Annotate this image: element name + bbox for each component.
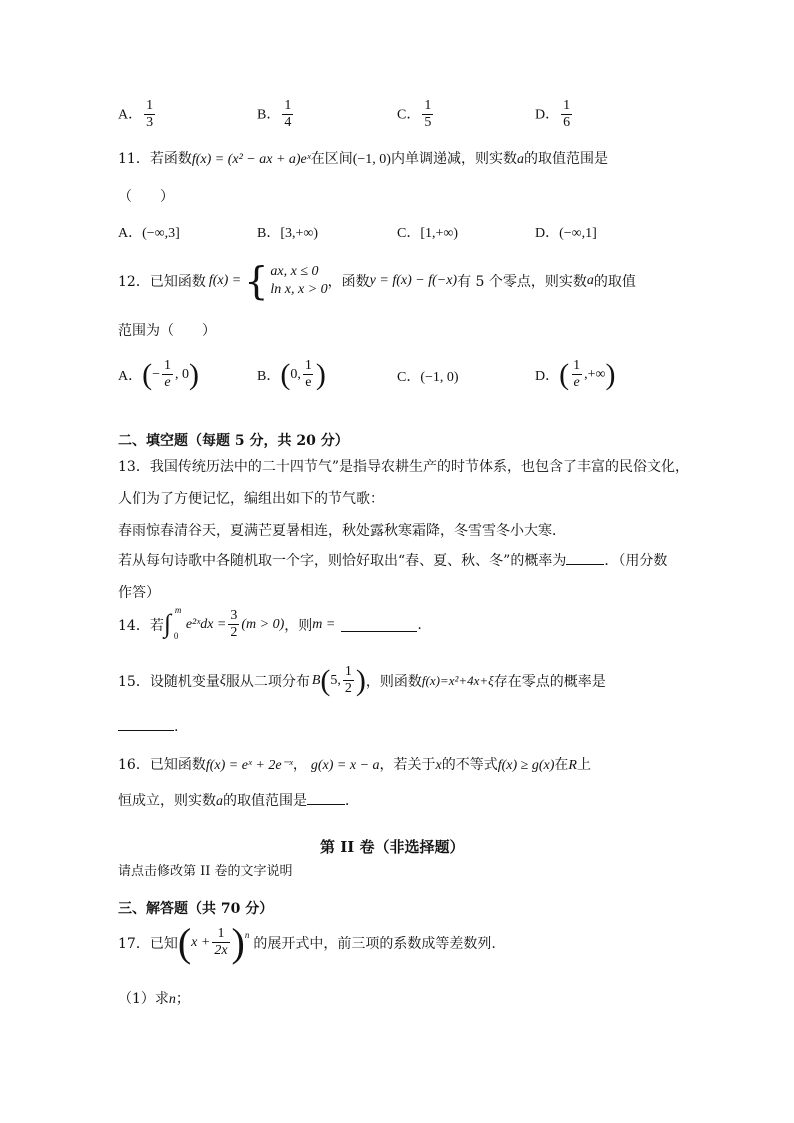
option-label: B．: [257, 107, 281, 123]
numerator: 1: [164, 358, 172, 373]
left-paren: (: [280, 357, 291, 391]
q15-text: ，则函数: [365, 673, 422, 690]
q11-interval: (−1, 0): [352, 152, 391, 167]
q11-prefix: 11．若函数: [118, 151, 192, 167]
case-row: ln x, x > 0: [270, 282, 328, 297]
denominator: 2x: [214, 943, 228, 958]
q15-function: f(x)=x²+4x+ξ: [421, 672, 494, 688]
left-paren: (: [320, 663, 331, 697]
denominator: 2: [230, 625, 238, 640]
right-paren: ): [231, 919, 245, 965]
option-label: B．: [257, 226, 281, 241]
q14-text: ，则: [284, 617, 313, 634]
integral-sign: [163, 604, 186, 641]
q13-text: 若从每句诗歌中各随机取一个字，则恰好取出“春、夏、秋、冬”的概率为: [118, 553, 567, 569]
fraction: [303, 358, 314, 391]
q12-text: 的取值: [593, 274, 636, 290]
q12-text: 有 5 个零点，则实数: [457, 274, 587, 290]
q16-line1: [118, 754, 591, 774]
q11-text: 在区间: [310, 151, 353, 167]
numerator: 1: [304, 358, 312, 373]
q16-inequality: f(x) ≥ g(x): [497, 758, 555, 773]
fraction: [571, 358, 582, 391]
q16-real-set: R: [568, 758, 577, 773]
option-label: B．: [257, 368, 281, 384]
q11-text: 的取值范围是: [523, 151, 608, 167]
denominator: 5: [424, 115, 432, 130]
q16-text: ．: [345, 793, 359, 809]
q16-text: 上: [576, 757, 591, 773]
numerator: 1: [217, 926, 225, 941]
q12-text: ，函数: [327, 274, 370, 290]
q13-text: ．（用分数: [604, 553, 668, 569]
right-paren: ): [189, 357, 200, 391]
piecewise-definition: [244, 259, 328, 303]
left-brace-icon: {: [244, 259, 269, 303]
left-paren: (: [177, 919, 192, 965]
q10-option-b: [257, 98, 295, 131]
q13-line4: [118, 550, 667, 570]
option-value: 0,: [290, 366, 301, 382]
numerator: 1: [573, 358, 581, 373]
q11-stem: [118, 148, 608, 168]
option-value: (−∞,3]: [142, 226, 180, 241]
binomial-n: 5,: [330, 672, 341, 688]
q10-option-c: [397, 98, 435, 131]
q17-prefix: 17．已知: [118, 935, 178, 952]
condition: (m > 0): [241, 616, 285, 632]
numerator: 1: [424, 98, 432, 113]
numerator: 3: [230, 608, 238, 623]
q16-function-f: f(x) = eˣ + 2e⁻ˣ: [205, 758, 293, 773]
option-label: C．: [397, 370, 421, 385]
q11-option-d: [535, 222, 597, 242]
q15-text: 服从二项分布: [225, 673, 310, 690]
numerator: 1: [344, 664, 352, 679]
fraction: [561, 98, 572, 131]
q13-line1: 13．我国传统历法中的二十四节气”是指导农耕生产的时节体系，也包含了丰富的民俗文化，: [118, 459, 689, 475]
option-label: D．: [535, 107, 560, 123]
minus-sign: −: [152, 366, 161, 382]
q17-sub1-label: （1）求: [118, 991, 169, 1007]
denominator: 4: [284, 115, 292, 130]
option-value: , 0: [175, 366, 190, 382]
denominator: 2: [344, 681, 352, 696]
fraction: [422, 98, 433, 131]
q12-option-b: [257, 358, 326, 391]
option-label: A．: [118, 226, 143, 241]
q14-end: .: [417, 616, 422, 633]
q12-variable: a: [586, 273, 594, 288]
answer-blank[interactable]: [307, 790, 345, 805]
right-paren: ): [605, 357, 616, 391]
q14-prefix: 14．若: [118, 617, 164, 634]
fraction: [144, 98, 155, 131]
q12-option-d: [535, 358, 616, 391]
q15-end: .: [174, 719, 179, 735]
option-label: C．: [397, 107, 421, 123]
q11-function: f(x) = (x² − ax + a)eˣ: [191, 152, 311, 167]
q12-expression: y = f(x) − f(−x): [369, 273, 458, 288]
q12-option-c: [397, 366, 459, 386]
q16-prefix: 16．已知函数: [118, 757, 206, 773]
q16-text: ，若关于: [379, 757, 436, 773]
right-paren: ): [355, 663, 366, 697]
q16-line2: [118, 790, 359, 810]
q17-sub1-end: ；: [175, 991, 190, 1007]
fraction: [212, 926, 229, 959]
q13-line5: 作答）: [118, 585, 160, 601]
upper-limit: m: [174, 604, 182, 615]
part-2-title: 第 II 卷（非选择题）: [320, 838, 465, 856]
q16-variable-a: a: [216, 794, 223, 809]
integral-symbol: ∫: [163, 608, 171, 638]
q12-prefix: 12．已知函数: [118, 274, 206, 290]
fraction: [162, 358, 173, 391]
option-label: C．: [397, 226, 421, 241]
q17-stem: [118, 919, 496, 965]
fraction: [282, 98, 293, 131]
option-value: [1,+∞): [420, 226, 459, 241]
option-label: D．: [535, 226, 560, 241]
q17-text: 的展开式中，前三项的系数成等差数列.: [253, 935, 496, 952]
section-3-title: 三、解答题（共 70 分）: [118, 901, 274, 917]
q10-option-d: [535, 98, 574, 131]
q12-option-a: [118, 358, 199, 391]
right-paren: ): [315, 357, 326, 391]
answer-blank[interactable]: [566, 564, 604, 565]
q11-variable: a: [516, 152, 524, 167]
section-2-title: 二、填空题（每题 5 分，共 20 分）: [118, 433, 349, 449]
q16-variable-x: x: [435, 758, 442, 773]
q11-option-b: [257, 222, 318, 242]
q16-text: 的不等式: [441, 757, 498, 773]
lower-limit: 0: [173, 630, 179, 641]
option-label: A．: [118, 368, 143, 384]
q13-line2: 人们为了方便记忆，编组出如下的节气歌：: [118, 491, 384, 507]
option-value: (−∞,1]: [559, 226, 597, 241]
binomial-symbol: B: [311, 672, 321, 688]
part-2-note[interactable]: 请点击修改第 II 卷的文字说明: [118, 864, 293, 879]
q11-answer-paren: （ ）: [118, 189, 174, 205]
q12-stem: [118, 259, 636, 303]
q16-text: 的取值范围是: [223, 793, 307, 809]
q16-text: ，: [292, 757, 307, 773]
q14-variable: m =: [312, 616, 336, 632]
q10-option-a: [118, 98, 157, 131]
q15-variable: ξ: [219, 672, 226, 688]
denominator: e: [164, 375, 171, 390]
option-label: A．: [118, 107, 143, 123]
denominator: 3: [146, 115, 154, 130]
fraction: [343, 664, 354, 697]
q17-sub1: [118, 988, 190, 1008]
q13-line3: 春雨惊春清谷天，夏满芒夏暑相连，秋处露秋寒霜降，冬雪雪冬小大寒．: [118, 523, 566, 539]
q12-function: f(x) =: [208, 273, 242, 288]
q11-option-c: [397, 222, 458, 242]
option-value: [3,+∞): [280, 226, 319, 241]
option-value: (−1, 0): [420, 370, 459, 385]
q15-prefix: 15．设随机变量: [118, 673, 220, 690]
q11-text: 内单调递减，则实数: [390, 151, 517, 167]
q17-term: x +: [191, 934, 211, 950]
fraction: [228, 608, 239, 641]
option-label: D．: [535, 368, 560, 384]
integrand: e²ˣdx =: [185, 616, 227, 632]
denominator: e: [305, 375, 312, 390]
q11-option-a: [118, 222, 180, 242]
q15-line2: [118, 716, 178, 735]
numerator: 1: [146, 98, 154, 113]
denominator: 6: [563, 115, 571, 130]
answer-blank[interactable]: [118, 716, 174, 731]
left-paren: (: [559, 357, 570, 391]
option-value: ,+∞: [584, 366, 606, 382]
exponent: n: [244, 930, 250, 940]
answer-blank[interactable]: [341, 617, 417, 632]
q17-sub1-variable: n: [168, 992, 176, 1007]
q12-line2: 范围为（ ）: [118, 323, 216, 339]
q16-function-g: g(x) = x − a: [310, 758, 380, 773]
q16-text: 恒成立，则实数: [118, 793, 216, 809]
numerator: 1: [563, 98, 571, 113]
numerator: 1: [284, 98, 292, 113]
case-row: ax, x ≤ 0: [270, 264, 319, 279]
left-paren: (: [142, 357, 153, 391]
q14-stem: [118, 604, 422, 641]
q16-text: 在: [554, 757, 569, 773]
q15-text: 存在零点的概率是: [493, 673, 606, 690]
q15-stem: [118, 664, 606, 697]
denominator: e: [573, 375, 580, 390]
